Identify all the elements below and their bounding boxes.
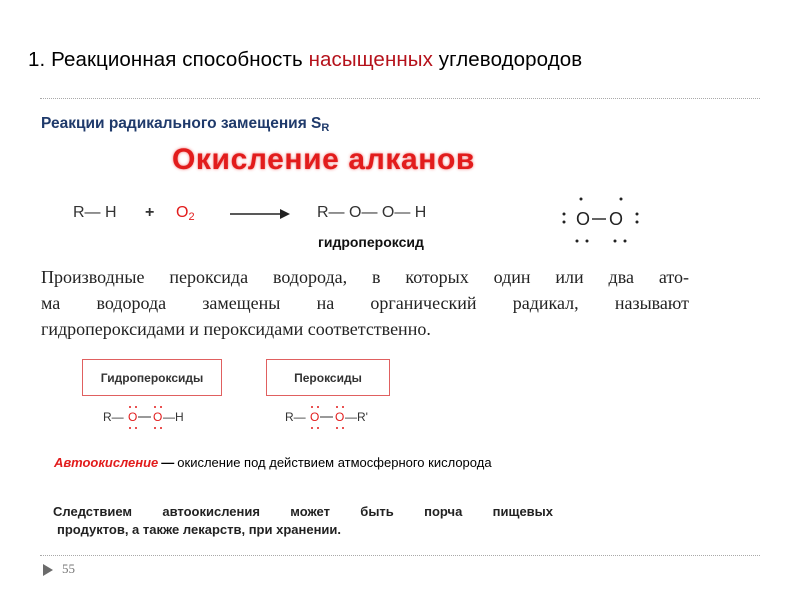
definition-paragraph [41,264,689,342]
oxygen-dot-structure-icon [554,190,654,250]
formula-end-group: —H [163,410,184,424]
oxygen-symbol: O [176,204,189,221]
formula-oxygen: O [335,410,345,424]
peroxides-label: Пероксиды [294,370,362,385]
page-number: 55 [62,561,75,576]
consequence-line: продуктов, а также лекарств, при хранении. [57,522,342,537]
plus-sign: + [145,204,155,221]
formula-oxygen: O [128,410,138,424]
hydroperoxide-formula [103,404,203,432]
next-slide-arrow-icon[interactable] [41,562,55,578]
section-heading: Окисление алканов [172,143,475,176]
hydroperoxides-box [82,359,222,396]
svg-text:O: O [609,209,624,229]
title-prefix: 1. Реакционная способность [28,48,309,71]
title-suffix: углеводородов [432,48,583,71]
hydroperoxides-label: Гидропероксиды [100,370,204,385]
bottom-divider [40,555,760,556]
svg-text:O: O [576,209,591,229]
reaction-arrow-icon [228,206,292,222]
oxygen-subscript: 2 [188,211,195,223]
peroxide-formula [285,404,385,432]
autooxidation-definition [54,455,492,470]
autooxidation-text: окисление под действием атмосферного кислорода [177,455,492,470]
autooxidation-term: Автоокисление [54,455,159,470]
definition-dash: — [161,455,175,470]
reactant-alkane: R— H [73,204,117,221]
reactant-oxygen [176,204,195,223]
slide-title [28,48,582,72]
title-highlight: насыщенных [308,48,433,71]
paragraph-line: Производные пероксида водорода, в которых один или два ато- [41,267,689,287]
formula-oxygen: O [153,410,163,424]
consequence-line: Следствием автоокисления может быть порча пищевых [53,504,553,519]
product-name: гидропероксид [318,234,424,250]
section-subtitle [41,115,329,134]
subtitle-subscript: R [321,122,330,134]
formula-end-group: —R' [345,410,368,424]
top-divider [40,98,760,99]
paragraph-line: гидропероксидами и пероксидами соответственно. [41,319,431,339]
formula-r-group: R— [285,410,306,424]
subtitle-text: Реакции радикального замещения S [41,115,322,132]
formula-oxygen: O [310,410,320,424]
consequence-text [53,503,553,539]
product-formula: R— O— O— H [317,204,427,221]
peroxides-box [266,359,390,396]
formula-r-group: R— [103,410,124,424]
paragraph-line: ма водорода замещены на органический радикал, называют [41,293,689,313]
